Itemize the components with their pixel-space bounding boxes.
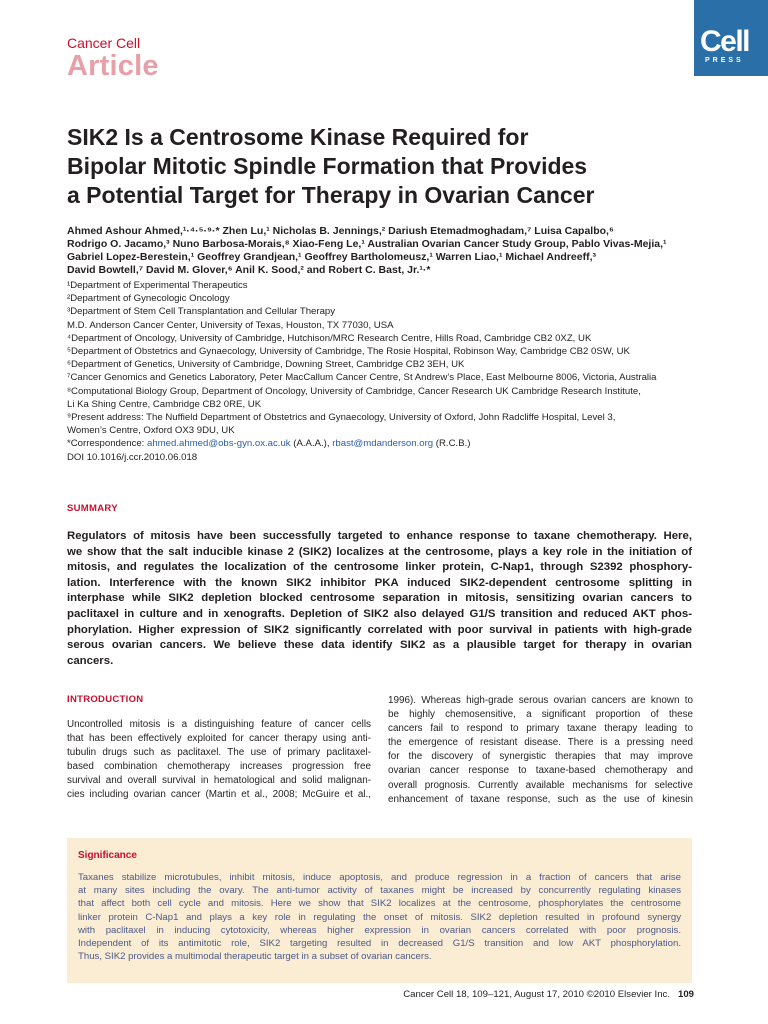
title-line: SIK2 Is a Centrosome Kinase Required for [67,124,529,150]
intro-line: tubulin drugs such as paclitaxel. The use of primary paclitaxel- [67,747,371,759]
paper-title [67,123,707,210]
correspondence-who-1: (A.A.A.), [290,438,333,450]
intro-line: 1996). Whereas high-grade serous ovarian cancers are known to [388,695,693,706]
affiliation-line: ⁹Present address: The Nuffield Department of Obstetrics and Gynaecology, University of Oxford, John Radcliffe Hospital, Level 3, [67,412,616,424]
intro-line: cies including ovarian cancer (Martin et al., 2008; McGuire et al., [67,789,371,801]
intro-line: be highly chemosensitive, a significant proportion of these [388,709,693,721]
intro-line: overall prognosis. Currently available mechanisms for selective [388,779,693,791]
affiliation-line: ⁵Department of Obstetrics and Gynaecology, University of Cambridge, The Rosie Hospital, Robinson Way, Cambridge CB2 0SW, UK [67,346,630,358]
footer-citation: Cancer Cell 18, 109–121, August 17, 2010 ©2010 Elsevier Inc. [403,989,670,1000]
significance-box [67,838,692,983]
correspondence-line [67,437,707,450]
intro-line: based combination chemotherapy increases progression free [67,761,371,773]
affiliation-line: Women’s Centre, Oxford OX3 9DU, UK [67,425,235,437]
doi: DOI 10.1016/j.ccr.2010.06.018 [67,451,198,463]
affiliation-line: ⁷Cancer Genomics and Genetics Laboratory, Peter MacCallum Cancer Centre, St Andrew’s Place, East Melbourne 8006, Victoria, Australia [67,372,657,384]
significance-line: with paclitaxel in inducing cytotoxicity, whereas higher expression in ovarian cancers correlated with poor prognosis. [78,924,681,936]
correspondence-who-2: (R.C.B.) [433,438,471,450]
significance-line: Independent of its antimitotic role, SIK2 targeting resulted in decreased G1/S transition and low AKT phosphorylation. [78,938,681,950]
affiliation-line: ⁴Department of Oncology, University of Cambridge, Hutchison/MRC Research Centre, Hills Road, Cambridge CB2 0XZ, UK [67,332,592,344]
author-line: Rodrigo O. Jacamo,³ Nuno Barbosa-Morais,⁸ Xiao-Feng Le,¹ Australian Ovarian Cancer Study Group, Pablo Vivas-Mejia,¹ [67,238,667,250]
affiliation-line: ³Department of Stem Cell Transplantation and Cellular Therapy [67,306,336,318]
cell-press-logo [694,0,768,76]
summary-line: interphase while SIK2 depletion blocked centrosome separation in mitosis, sensitizing ovarian cancers to [67,592,692,605]
logo-main-text: Cell [700,25,750,58]
intro-line: cancers fail to respond to primary taxane therapy leading to [388,723,693,735]
significance-text [78,871,681,963]
affiliation-line: ²Department of Gynecologic Oncology [67,293,230,305]
affiliation-line: ⁶Department of Genetics, University of Cambridge, Downing Street, Cambridge CB2 3EH, UK [67,359,465,371]
title-line: Bipolar Mitotic Spindle Formation that Provides [67,153,588,179]
intro-line: that has been effectively exploited for cancer therapy using anti- [67,733,371,745]
author-line: Ahmed Ashour Ahmed,¹·⁴·⁵·⁹·* Zhen Lu,¹ Nicholas B. Jennings,² Dariush Etemadmoghadam,⁷ Luisa Capalbo,⁶ [67,225,614,237]
significance-line: that affect both cell cycle and mitosis. Here we show that SIK2 localizes at the centrosome, phosphorylates the centrosome [78,898,681,910]
summary-line: paclitaxel in culture and in xenografts. Depletion of SIK2 also delayed G1/S transition and reduced AKT phos- [67,607,692,620]
summary-line: mitosis, and regulates the localization of the centrosome linker protein, C-Nap1, through S2392 phosphory- [67,561,692,574]
intro-line: for the discovery of synergistic therapies that may improve [388,751,693,763]
page-number: 109 [678,989,695,1000]
correspondence-label: *Correspondence: [67,438,147,450]
affiliation-line: ⁸Computational Biology Group, Department of Oncology, University of Cambridge, Cancer Research UK Cambridge Research Institute, [67,385,641,397]
significance-line: linker protein C-Nap1 and plays a key role in regulating the onset of mitosis. SIK2 depletion resulted in profound synergy [78,911,681,923]
significance-line: Taxanes stabilize microtubules, inhibit mitosis, induce apoptosis, and produce regression in a fraction of cancers that arise [78,872,681,883]
author-list [67,225,707,277]
summary-line: phorylation. Higher expression of SIK2 significantly correlated with poor survival in patients with high-grade [67,623,692,636]
intro-line: ovarian cancer response to taxane-based chemotherapy and [388,765,693,777]
significance-line: at many sites including the ovary. The anti-tumor activity of taxanes might be increased by concurrently regulating kinases [78,885,681,897]
author-line: Gabriel Lopez-Berestein,¹ Geoffrey Grandjean,¹ Geoffrey Bartholomeusz,¹ Warren Liao,¹ Michael Andreeff,³ [67,251,596,263]
summary-text [67,529,692,669]
intro-left-column [67,718,371,803]
intro-line: the emergence of resistant disease. There is a pressing need [388,737,693,749]
author-line: David Bowtell,⁷ David M. Glover,⁶ Anil K. Sood,² and Robert C. Bast, Jr.¹·* [67,264,431,276]
intro-line: enhancement of taxane response, such as the use of kinesin [388,793,693,805]
introduction-heading: INTRODUCTION [67,694,144,705]
title-line: a Potential Target for Therapy in Ovarian Cancer [67,182,595,208]
intro-line: Uncontrolled mitosis is a distinguishing feature of cancer cells [67,719,371,730]
journal-name: Cancer Cell [67,35,141,51]
affiliation-line: ¹Department of Experimental Therapeutics [67,280,248,291]
affiliation-line: Li Ka Shing Centre, Cambridge CB2 0RE, UK [67,398,262,410]
affiliations [67,279,707,464]
intro-right-column [388,694,693,807]
article-type: Article [67,50,159,82]
summary-line: serous ovarian cancers. We believe these data identify SIK2 as a plausible target for therapy in ovarian [67,639,692,652]
significance-heading: Significance [78,850,137,861]
summary-line: cancers. [67,654,114,667]
summary-line: lation. Interference with the known SIK2 inhibitor PKA induced SIK2-dependent centrosome splitting in [67,576,692,589]
summary-heading: SUMMARY [67,503,118,514]
intro-line: survival and overall survival in hematological and solid malignan- [67,775,371,787]
summary-line: we show that the salt inducible kinase 2 (SIK2) localizes at the centrosome, plays a key role in the initiation of [67,545,692,558]
email-link-ahmed[interactable]: ahmed.ahmed@obs-gyn.ox.ac.uk [147,438,291,450]
logo-sub-text: PRESS [705,57,744,64]
affiliation-line: M.D. Anderson Cancer Center, University of Texas, Houston, TX 77030, USA [67,319,394,331]
summary-line: Regulators of mitosis have been successfully targeted to enhance response to taxane chemotherapy. Here, [67,530,692,542]
significance-line: Thus, SIK2 provides a multimodal therapeutic target in a subset of ovarian cancers. [78,951,432,963]
email-link-bast[interactable]: rbast@mdanderson.org [332,438,434,450]
